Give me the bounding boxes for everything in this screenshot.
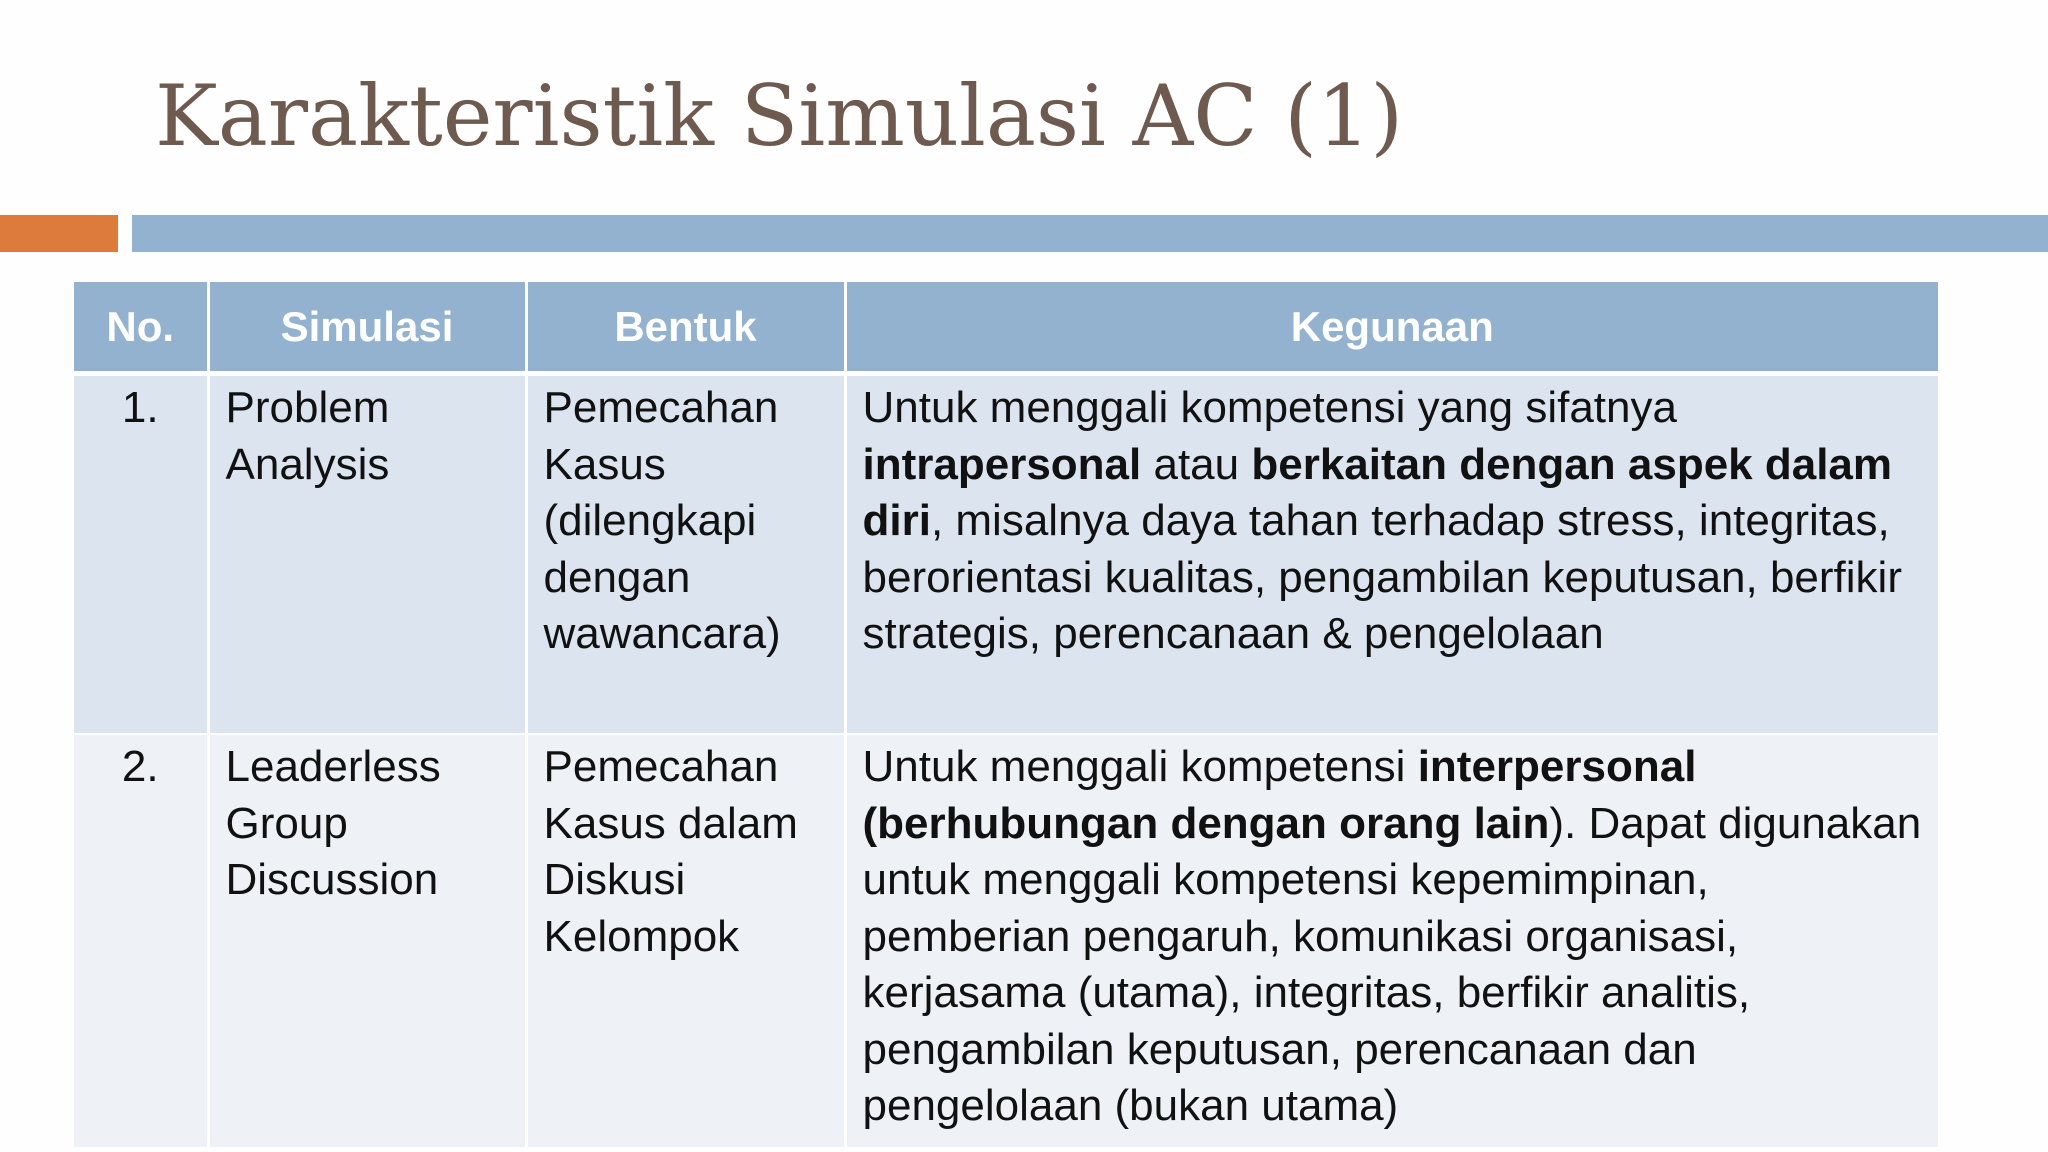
kegunaan-text: ). Dapat digunakan untuk menggali kompetensi kepemimpinan, pemberian pengaruh, komunikasi organisasi, kerjasama (utama), integritas, berfikir analitis, pengambilan keputusan, perencanaan dan pengelolaan (bukan utama) bbox=[862, 798, 1922, 1130]
cell-simulasi: Leaderless Group Discussion bbox=[208, 734, 526, 1147]
header-simulasi: Simulasi bbox=[208, 282, 526, 374]
table-header-row bbox=[74, 282, 1938, 374]
table-row bbox=[74, 734, 1938, 1147]
slide-title: Karakteristik Simulasi AC (1) bbox=[155, 67, 1404, 165]
kegunaan-text: Untuk menggali kompetensi bbox=[862, 742, 1418, 791]
kegunaan-bold-text: intrapersonal bbox=[862, 439, 1142, 489]
kegunaan-bold-text: interpersonal (berhubungan dengan orang lain bbox=[862, 742, 1697, 848]
header-bentuk: Bentuk bbox=[526, 282, 845, 374]
cell-bentuk: Pemecahan Kasus (dilengkapi dengan wawancara) bbox=[526, 374, 845, 735]
cell-no: 1. bbox=[74, 374, 208, 735]
kegunaan-text: atau bbox=[1141, 439, 1252, 489]
header-kegunaan: Kegunaan bbox=[845, 282, 1938, 374]
header-no: No. bbox=[74, 282, 208, 374]
simulation-table bbox=[74, 282, 1938, 1147]
table-row bbox=[74, 374, 1938, 735]
kegunaan-bold-text: berkaitan dengan aspek dalam diri bbox=[862, 439, 1893, 545]
cell-simulasi: Problem Analysis bbox=[208, 374, 526, 735]
cell-no: 2. bbox=[74, 734, 208, 1147]
cell-bentuk: Pemecahan Kasus dalam Diskusi Kelompok bbox=[526, 734, 845, 1147]
kegunaan-text: , misalnya daya tahan terhadap stress, integritas, berorientasi kualitas, pengambilan keputusan, berfikir strategis, perencanaan & pengelolaan bbox=[862, 496, 1902, 658]
accent-bar-blue bbox=[132, 215, 2048, 252]
cell-kegunaan bbox=[845, 734, 1938, 1147]
kegunaan-text: Untuk menggali kompetensi yang sifatnya bbox=[862, 383, 1677, 432]
accent-bar-orange bbox=[0, 215, 118, 252]
cell-kegunaan bbox=[845, 374, 1938, 735]
